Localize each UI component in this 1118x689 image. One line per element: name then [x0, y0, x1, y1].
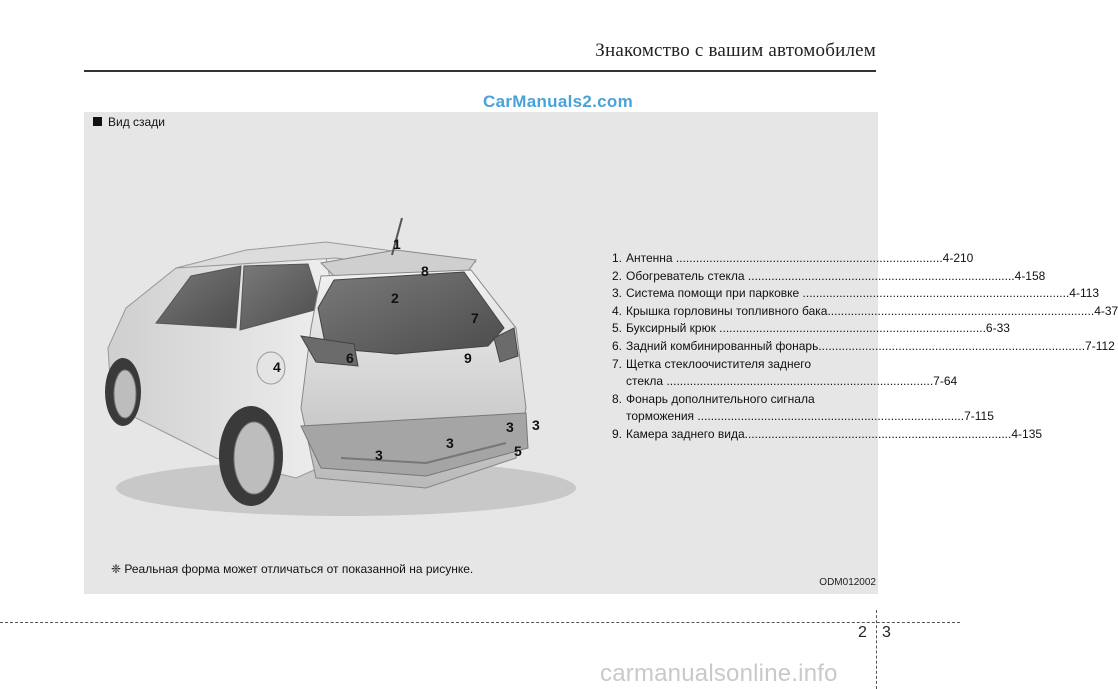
legend-text-continued: торможения: [626, 409, 695, 424]
callout-3-a: 3: [375, 447, 383, 463]
header-rule: [84, 70, 876, 72]
legend-page: 7-112: [1085, 338, 1115, 353]
bullet-square-icon: [93, 117, 102, 126]
leader-dots: ................................................................................: [827, 303, 1095, 318]
legend-number: 8.: [612, 391, 623, 406]
leader-dots: ................................................................................: [818, 338, 1086, 353]
legend-item: [612, 426, 1043, 444]
legend-page: 4-37: [1094, 303, 1118, 318]
leader-dots: ................................................................................: [694, 409, 965, 424]
callout-3-d: 3: [532, 417, 540, 433]
legend-number: 4.: [612, 303, 623, 318]
callout-3-c: 3: [506, 419, 514, 435]
legend-page: 6-33: [985, 321, 1010, 336]
legend-item: [612, 338, 1115, 356]
callout-8: 8: [421, 263, 429, 279]
legend-page: 7-64: [933, 374, 958, 389]
legend-item: [612, 268, 1046, 286]
leader-dots: ................................................................................: [663, 374, 934, 389]
legend-page: 4-135: [1011, 426, 1043, 441]
footer-rule: [0, 622, 960, 623]
legend-text: Камера заднего вида: [626, 426, 745, 441]
legend-text: Крышка горловины топливного бака: [626, 303, 828, 318]
leader-dots: ................................................................................: [715, 321, 986, 336]
legend-page: 4-210: [942, 251, 974, 265]
legend-page: 7-115: [964, 409, 994, 424]
disclaimer-note: ❈ Реальная форма может отличаться от показанной на рисунке.: [111, 562, 474, 576]
parts-legend: [612, 250, 1118, 444]
callout-1: 1: [393, 236, 401, 252]
legend-text-continued: стекла: [626, 374, 664, 389]
legend-text: Фонарь дополнительного сигнала: [626, 391, 815, 406]
callout-2: 2: [391, 290, 399, 306]
legend-number: 6.: [612, 338, 623, 353]
legend-number: 7.: [612, 356, 623, 371]
legend-text: Щетка стеклоочистителя заднего: [626, 356, 812, 371]
image-code: ODM012002: [819, 577, 876, 588]
legend-item: [612, 320, 1010, 338]
callout-7: 7: [471, 310, 479, 326]
legend-page: 4-113: [1069, 286, 1100, 301]
watermark-carmanualsonline: carmanualsonline.info: [600, 660, 838, 687]
legend-item: [612, 285, 1100, 303]
callout-6: 6: [346, 350, 354, 366]
page-number: 3: [882, 624, 891, 641]
legend-text: Обогреватель стекла: [626, 268, 745, 283]
legend-number: 2.: [612, 268, 623, 283]
leader-dots: ................................................................................: [799, 286, 1070, 301]
legend-number: 5.: [612, 321, 623, 336]
watermark-carmanuals2: CarManuals2.com: [483, 92, 633, 111]
callout-3-b: 3: [446, 435, 454, 451]
section-title: [93, 115, 165, 129]
callout-4: 4: [273, 359, 281, 375]
legend-item: [612, 391, 994, 426]
car-rear-view-illustration: [96, 158, 596, 528]
legend-item: [612, 250, 974, 268]
legend-text: Антенна: [626, 251, 673, 265]
callout-5: 5: [514, 443, 522, 459]
chapter-title: Знакомство с вашим автомобилем: [595, 40, 876, 61]
legend-text: Система помощи при парковке: [626, 286, 800, 301]
callout-9: 9: [464, 350, 472, 366]
section-title-text: Вид сзади: [108, 115, 165, 129]
legend-item: [612, 356, 958, 391]
legend-page: 4-158: [1014, 268, 1046, 283]
legend-text: Задний комбинированный фонарь: [626, 338, 819, 353]
legend-number: 1.: [612, 251, 623, 265]
page-divider: [876, 610, 877, 689]
legend-item: [612, 303, 1118, 321]
leader-dots: ................................................................................: [672, 251, 943, 265]
leader-dots: ................................................................................: [744, 268, 1015, 283]
leader-dots: ................................................................................: [744, 426, 1012, 441]
legend-number: 9.: [612, 426, 623, 441]
page-number-chapter: 2: [858, 624, 867, 641]
legend-text: Буксирный крюк: [626, 321, 716, 336]
legend-number: 3.: [612, 286, 623, 301]
